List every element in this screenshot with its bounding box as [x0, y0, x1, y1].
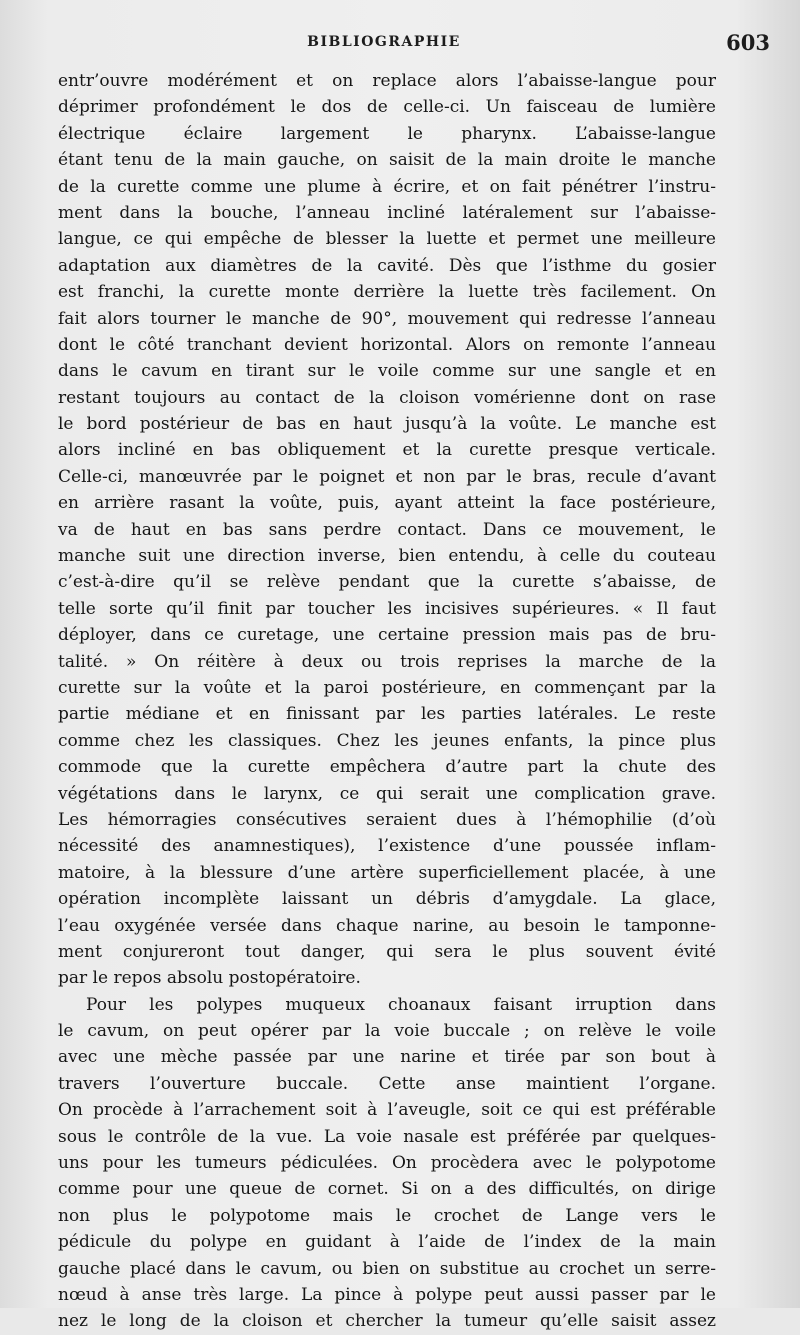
text-line: adaptation aux diamètres de la cavité. Dès que l’isthme du gosier [58, 255, 716, 276]
running-header [60, 28, 770, 62]
text-line: On procède à l’arrachement soit à l’aveugle, soit ce qui est préférable [58, 1100, 716, 1121]
text-line: avec une mèche passée par une narine et tirée par son bout à [58, 1047, 716, 1068]
text-line: matoire, à la blessure d’une artère superficiellement placée, à une [58, 862, 716, 883]
text-line: uns pour les tumeurs pédiculées. On procèdera avec le polypotome [58, 1153, 716, 1174]
text-line: ment conjureront tout danger, qui sera le plus souvent évité [58, 941, 716, 962]
text-line: sous le contrôle de la vue. La voie nasale est préférée par quelques- [58, 1126, 716, 1147]
text-line: déprimer profondément le dos de celle-ci. Un faisceau de lumière [58, 97, 716, 118]
text-line: commode que la curette empêchera d’autre part la chute des [58, 757, 716, 778]
text-line: l’eau oxygénée versée dans chaque narine, au besoin le tamponne- [58, 915, 716, 936]
text-line: restant toujours au contact de la cloison vomérienne dont on rase [58, 387, 716, 408]
text-line: nécessité des anamnestiques), l’existence d’une poussée inflam- [58, 836, 716, 857]
paragraph-end-line: par le repos absolu postopératoire. [58, 968, 361, 989]
text-line: fait alors tourner le manche de 90°, mouvement qui redresse l’anneau [58, 308, 716, 329]
text-line: curette sur la voûte et la paroi postérieure, en commençant par la [58, 677, 716, 698]
page-number: 603 [726, 30, 770, 55]
body-text [58, 68, 716, 1335]
text-line: non plus le polypotome mais le crochet de Lange vers le [58, 1205, 716, 1226]
text-line: telle sorte qu’il finit par toucher les incisives supérieures. « Il faut [58, 598, 716, 619]
text-line: électrique éclaire largement le pharynx. L’abaisse-langue [58, 123, 716, 144]
text-line: talité. » On réitère à deux ou trois reprises la marche de la [58, 651, 716, 672]
text-line: gauche placé dans le cavum, ou bien on substitue au crochet un serre- [58, 1258, 716, 1279]
text-line: Les hémorragies consécutives seraient dues à l’hémophilie (d’où [58, 809, 716, 830]
text-line: langue, ce qui empêche de blesser la luette et permet une meilleure [58, 229, 716, 250]
text-line: alors incliné en bas obliquement et la curette presque verticale. [58, 440, 716, 461]
text-line: partie médiane et en finissant par les parties latérales. Le reste [58, 704, 716, 725]
text-line: travers l’ouverture buccale. Cette anse maintient l’organe. [58, 1073, 716, 1094]
text-line: manche suit une direction inverse, bien entendu, à celle du couteau [58, 546, 716, 567]
text-line: opération incomplète laissant un débris d’amygdale. La glace, [58, 889, 716, 910]
text-line: est franchi, la curette monte derrière la luette très facilement. On [58, 282, 716, 303]
text-line: nœud à anse très large. La pince à polype peut aussi passer par le [58, 1284, 716, 1305]
text-line: déployer, dans ce curetage, une certaine pression mais pas de bru- [58, 625, 716, 646]
text-line: va de haut en bas sans perdre contact. Dans ce mouvement, le [58, 519, 716, 540]
text-line: le bord postérieur de bas en haut jusqu’à la voûte. Le manche est [58, 414, 716, 435]
text-line: dans le cavum en tirant sur le voile comme sur une sangle et en [58, 361, 716, 382]
text-line: comme pour une queue de cornet. Si on a des difficultés, on dirige [58, 1179, 716, 1200]
text-line: étant tenu de la main gauche, on saisit de la main droite le manche [58, 150, 716, 171]
text-line: comme chez les classiques. Chez les jeunes enfants, la pince plus [58, 730, 716, 751]
text-line: ment dans la bouche, l’anneau incliné latéralement sur l’abaisse- [58, 202, 716, 223]
running-title: BIBLIOGRAPHIE [307, 34, 461, 50]
paragraph-start-line: Pour les polypes muqueux choanaux faisant irruption dans [86, 994, 716, 1015]
text-line: entr’ouvre modérément et on replace alors l’abaisse-langue pour [58, 71, 716, 91]
text-line: nez le long de la cloison et chercher la tumeur qu’elle saisit assez [58, 1311, 716, 1332]
text-line: c’est-à-dire qu’il se relève pendant que la curette s’abaisse, de [58, 572, 716, 593]
text-line: de la curette comme une plume à écrire, et on fait pénétrer l’instru- [58, 176, 716, 197]
text-line: végétations dans le larynx, ce qui serait une complication grave. [58, 783, 716, 804]
text-line: en arrière rasant la voûte, puis, ayant atteint la face postérieure, [58, 493, 716, 514]
text-line: pédicule du polype en guidant à l’aide de l’index de la main [58, 1232, 716, 1253]
text-line: Celle-ci, manœuvrée par le poignet et non par le bras, recule d’avant [58, 466, 716, 487]
text-line: le cavum, on peut opérer par la voie buccale ; on relève le voile [58, 1021, 716, 1042]
text-line: dont le côté tranchant devient horizontal. Alors on remonte l’anneau [58, 334, 716, 355]
